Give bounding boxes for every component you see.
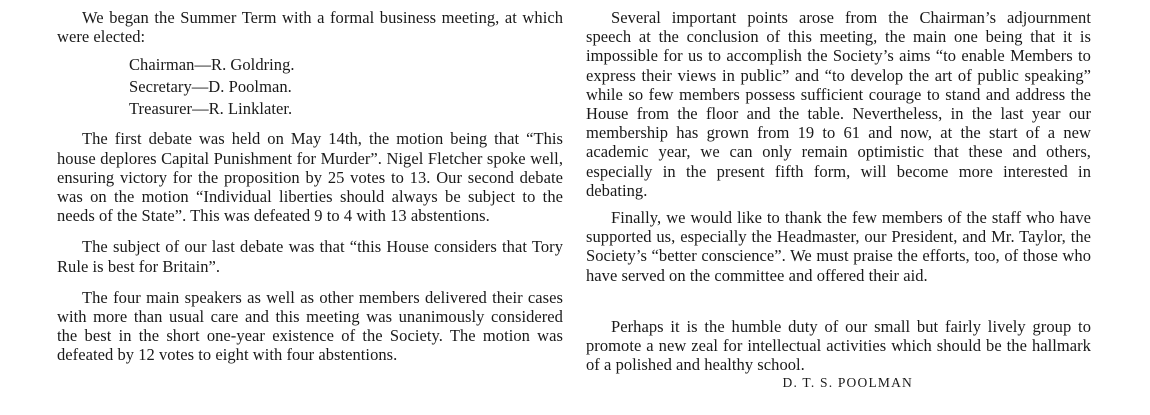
- thanks-paragraph: Finally, we would like to thank the few members of the staff who have supported us, especially the Headmaster, our President, and Mr. Taylor, the Society’s “better conscience”. We must praise the efforts, too, of those who have served on the committee and offered their aid.: [586, 208, 1091, 285]
- officers-list: [57, 54, 563, 120]
- speakers-paragraph: The four main speakers as well as other members delivered their cases with more than usual care and this meeting was unanimously considered the best in the short one-year existence of the Society. The motion was defeated by 12 votes to eight with four abstentions.: [57, 287, 563, 365]
- last-debate-paragraph: The subject of our last debate was that “this House considers that Tory Rule is best for Britain”.: [57, 237, 563, 276]
- points-paragraph: Several important points arose from the Chairman’s adjournment speech at the conclusion of this meeting, the main one being that it is impossible for us to accomplish the Society’s aims “to enable Members to express their views in public” and “to develop the art of public speaking” while so few members possess sufficient courage to stand and address the House from the floor and the table. Nevertheless, in the last year our membership has grown from 19 to 61 and now, at the start of a new academic year, we can only remain optimistic that these and others, especially in the present fifth form, will become more interested in debating.: [586, 8, 1091, 200]
- duty-paragraph: Perhaps it is the humble duty of our small but fairly lively group to promote a new zeal for intellectual activities which should be the hallmark of a polished and healthy school.: [586, 316, 1091, 375]
- left-column: [57, 8, 563, 365]
- right-column: [586, 8, 1091, 391]
- author-signature: D. T. S. POOLMAN: [782, 375, 913, 391]
- debates-paragraph: The first debate was held on May 14th, the motion being that “This house deplores Capital Punishment for Murder”. Nigel Fletcher spoke well, ensuring victory for the proposition by 25 votes to 13. Our second debate was on the motion “Individual liberties should always be subject to the needs of the State”. This was defeated 9 to 4 with 13 abstentions.: [57, 129, 563, 226]
- officer-secretary: Secretary—D. Poolman.: [129, 77, 292, 97]
- intro-paragraph: We began the Summer Term with a formal business meeting, at which were elected:: [57, 8, 563, 47]
- officer-chairman: Chairman—R. Goldring.: [129, 55, 295, 75]
- officer-treasurer: Treasurer—R. Linklater.: [129, 99, 293, 119]
